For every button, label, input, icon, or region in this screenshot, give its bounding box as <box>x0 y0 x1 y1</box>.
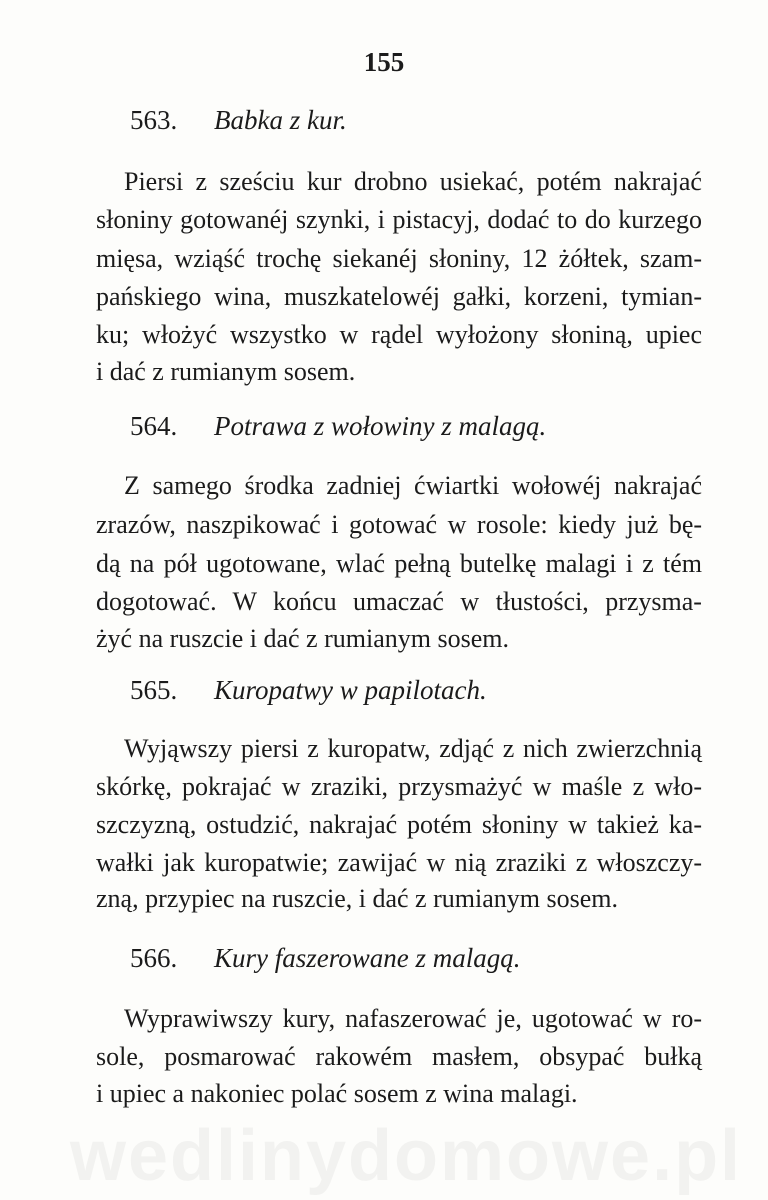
recipe-title: Kury faszerowane z malagą. <box>214 943 521 973</box>
text-line: szczyzną, ostudzić, nakrajać potém słoniny w takież ka- <box>96 810 702 839</box>
text-line: sole, posmarować rakowém masłem, obsypać bułką <box>96 1042 702 1071</box>
text-line: dogotować. W końcu umaczać w tłustości, przysma- <box>96 587 702 616</box>
text-line: Wyprawiwszy kury, nafaszerować je, ugotować w ro- <box>124 1004 703 1033</box>
text-line: Piersi z sześciu kur drobno usiekać, potém nakrajać <box>124 167 702 196</box>
text-line: i dać z rumianym sosem. <box>96 357 356 386</box>
text-line: zną, przypiec na ruszcie, i dać z rumianym sosem. <box>96 884 618 913</box>
text-line: dą na pół ugotowane, wlać pełną butelkę malagi i z tém <box>96 549 702 578</box>
text-line: mięsa, wziąść trochę siekanéj słoniny, 12 żółtek, szam- <box>96 244 702 273</box>
text-line: skórkę, pokrajać w zraziki, przysmażyć w maśle z wło- <box>96 772 703 801</box>
recipe-number: 564. <box>130 411 178 441</box>
text-line: zrazów, naszpikować i gotować w rosole: kiedy już bę- <box>96 510 703 539</box>
text-line: żyć na ruszcie i dać z rumianym sosem. <box>96 624 509 653</box>
recipe-number: 563. <box>130 105 178 135</box>
text-line: i upiec a nakoniec polać sosem z wina malagi. <box>96 1079 578 1108</box>
recipe-number: 566. <box>130 943 178 973</box>
recipe-heading <box>130 674 487 706</box>
text-line: ku; włożyć wszystko w rądel wyłożony słoniną, upiec <box>96 320 703 349</box>
text-line: pańskiego wina, muszkatelowéj gałki, korzeni, tymian- <box>96 282 702 311</box>
page-number: 155 <box>363 47 405 77</box>
recipe-title: Kuropatwy w papilotach. <box>214 675 487 705</box>
watermark: wedlinydomowe.pl <box>70 1116 743 1196</box>
text-line: słoniny gotowanéj szynki, i pistacyj, dodać to do kurzego <box>96 205 702 234</box>
recipe-heading <box>130 410 546 442</box>
recipe-title: Babka z kur. <box>214 105 347 135</box>
text-line: Wyjąwszy piersi z kuropatw, zdjąć z nich zwierzchnią <box>124 734 702 763</box>
text-line: wałki jak kuropatwie; zawijać w nią zraziki z włoszczy- <box>96 848 703 877</box>
text-line: Z samego środka zadniej ćwiartki wołowéj nakrajać <box>124 471 702 500</box>
recipe-number: 565. <box>130 675 178 705</box>
recipe-heading <box>130 942 521 974</box>
recipe-title: Potrawa z wołowiny z malagą. <box>214 411 547 441</box>
recipe-heading <box>130 104 347 136</box>
